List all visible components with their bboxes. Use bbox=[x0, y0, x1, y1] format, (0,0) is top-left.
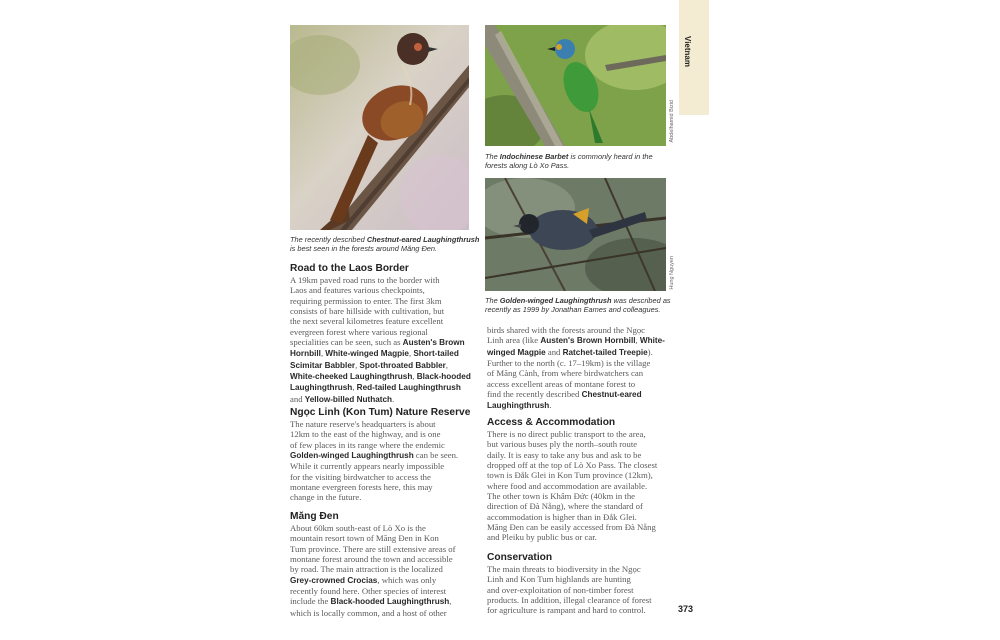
text-laos-border: A 19km paved road runs to the border with Laos and features various checkpoints, requiring permission to enter. The first 3km consists of bare hillside with cultivation, but the next several kilometres feature excellent evergreen forest where various regional specialities can be seen, such as Austen's Brown Hornbill, White-winged Magpie, Short-tailed Scimitar Babbler, Spot-throated Babbler, White-cheeked Laughingthrush, Black-hooded Laughingthrush, Red-tailed Laughingthrush and Yellow-billed Nuthatch. bbox=[290, 275, 471, 404]
text-ngoc-linh: The nature reserve's headquarters is about 12km to the east of the highway, and is one of few places in its range where the endemic Golden-winged Laughingthrush can be seen. While it currently appears nearly impossible for the visiting birdwatcher to access the montane evergreen forests here, this may change in the future. bbox=[290, 419, 459, 503]
caption-chestnut-eared-laughingthrush: The recently described Chestnut-eared Laughingthrush is best seen in the forests around Măng Đen. bbox=[290, 235, 480, 254]
heading-ngoc-linh: Ngọc Linh (Kon Tum) Nature Reserve bbox=[290, 407, 471, 418]
text-continued: birds shared with the forests around the Ngọc Linh area (like Austen's Brown Hornbill, White- winged Magpie and Ratchet-tailed Treepie). Further to the north (c. 17–19km) is the village of Măng Cành, from where birdwatchers can access excellent areas of montane forest to find the recently described Chestnut-eared Laughingthrush. bbox=[487, 325, 665, 411]
heading-mang-den: Măng Đen bbox=[290, 511, 339, 522]
text-mang-den: About 60km south-east of Lò Xo is the mountain resort town of Măng Đen in Kon Tum province. There are still extensive areas of montane forest around the town and accessible by road. The main attraction is the localized Grey-crowned Crocias, which was only recently found here. Other species of interest include the Black-hooded Laughingthrush, which is locally common, and a host of other bbox=[290, 523, 456, 618]
caption-golden-winged-laughingthrush: The Golden-winged Laughingthrush was described as recently as 1999 by Jonathan Eames and colleagues. bbox=[485, 296, 671, 315]
text-conservation: The main threats to biodiversity in the Ngọc Linh and Kon Tum highlands are hunting and over-exploitation of non-timber forest products. In addition, illegal clearance of forest for agriculture is rampant and hard to control. bbox=[487, 564, 652, 616]
heading-conservation: Conservation bbox=[487, 552, 553, 563]
photo-chestnut-eared-laughingthrush bbox=[290, 25, 469, 230]
heading-laos-border: Road to the Laos Border bbox=[290, 263, 409, 274]
heading-access: Access & Accommodation bbox=[487, 417, 616, 428]
text-access: There is no direct public transport to the area, but various buses ply the north–south route daily. It is easy to take any bus and ask to be dropped off at the top of Lò Xo Pass. The closest town is Đắk Glei in Kon Tum province (12km), where food and accommodation are available. The other town is Khâm Đức (40km in the direction of Đà Nẵng), where the standard of accommodation is higher than in Đắk Glei. Măng Đen can be easily accessed from Đà Nẵng and Pleiku by public bus or car. bbox=[487, 429, 658, 543]
photo-golden-winged-laughingthrush bbox=[485, 178, 666, 291]
country-tab-label: Vietnam bbox=[683, 36, 692, 67]
credit-barbet: Abdelhamid Bizid bbox=[669, 100, 675, 143]
credit-golden-winged: Hung Nguyen bbox=[669, 256, 675, 290]
page-number: 373 bbox=[678, 604, 694, 614]
caption-indochinese-barbet: The Indochinese Barbet is commonly heard in the forests along Lò Xo Pass. bbox=[485, 152, 653, 171]
photo-indochinese-barbet bbox=[485, 25, 666, 146]
